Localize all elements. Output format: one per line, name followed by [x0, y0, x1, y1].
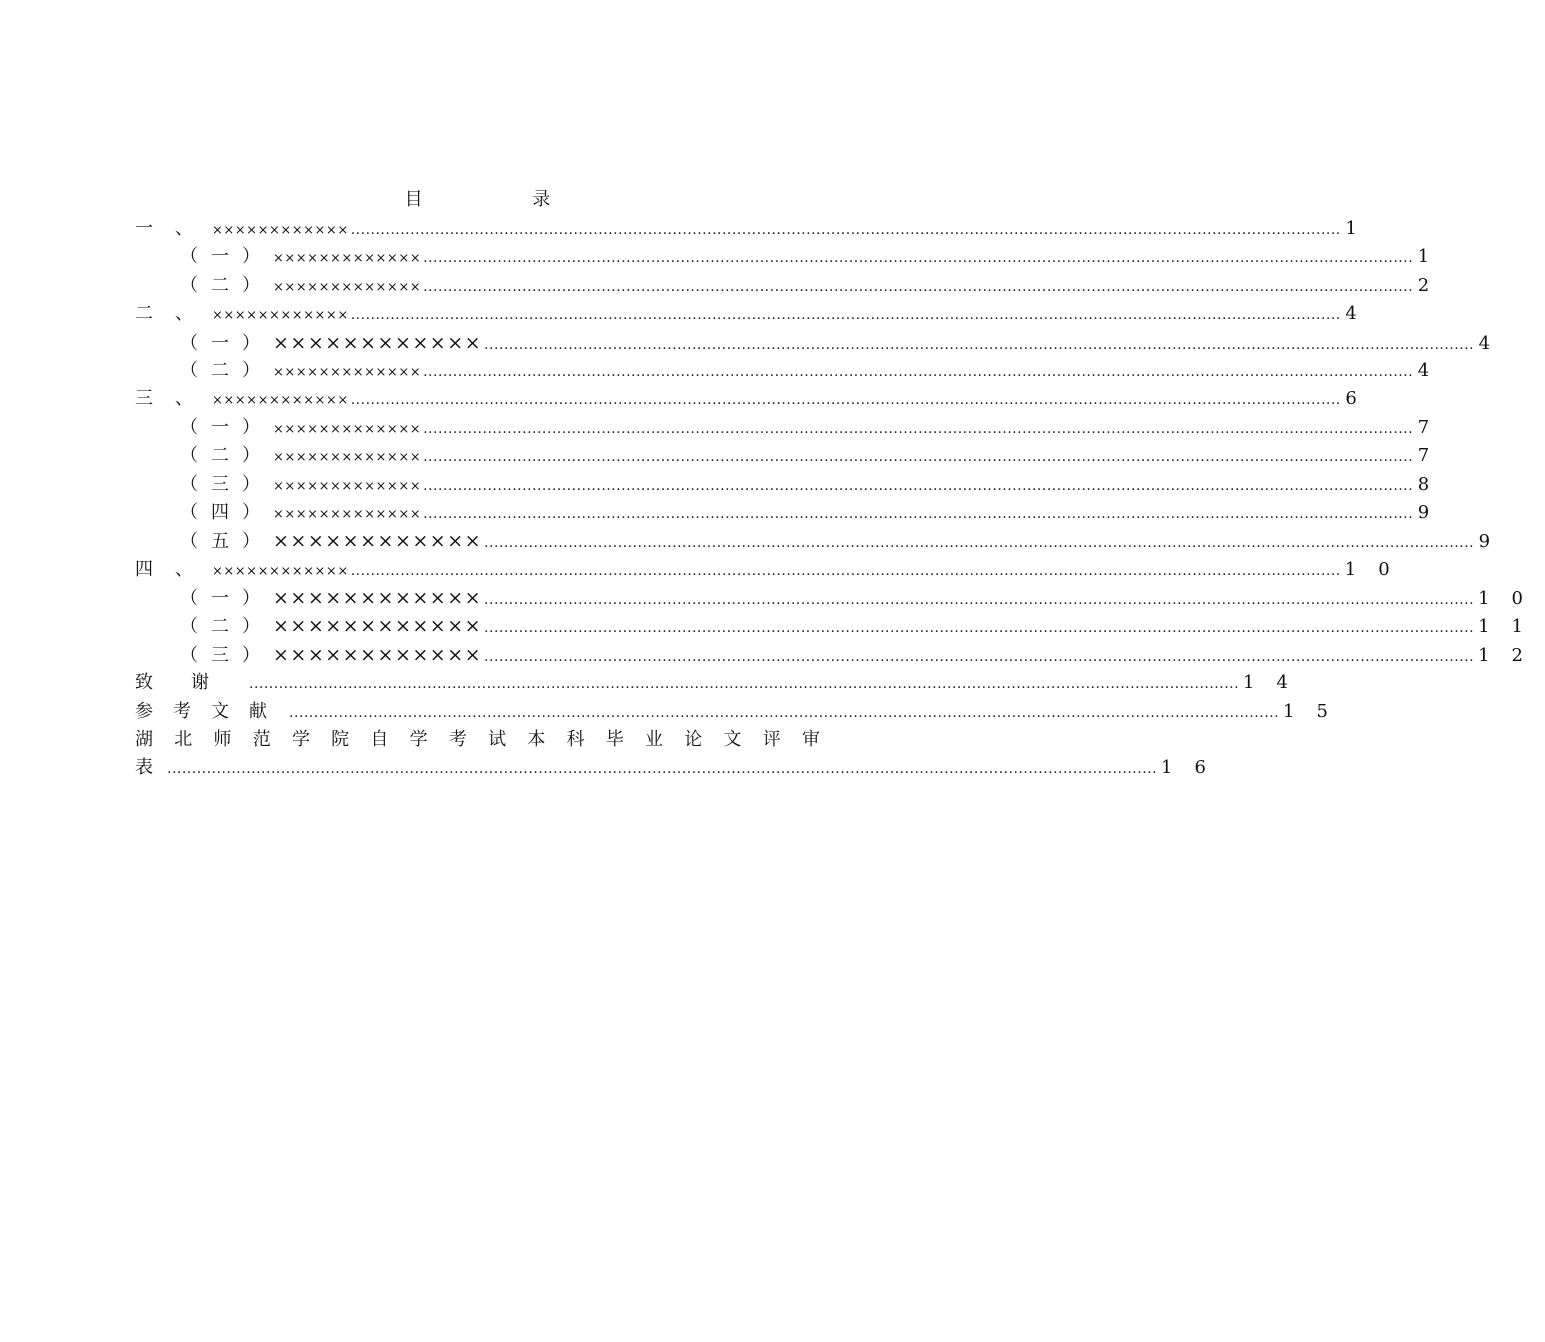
- toc-entry-page: 16: [1161, 757, 1228, 779]
- toc-entry-page: 14: [1243, 672, 1310, 694]
- toc-entry[interactable]: [135, 471, 1430, 499]
- toc-entry-page: 10: [1478, 588, 1545, 610]
- toc-entry-label: （五）: [180, 531, 273, 553]
- toc-review-char: 文: [723, 729, 742, 751]
- toc-entry-text: ××××××××××××: [212, 393, 349, 409]
- toc-entry-label: （二）: [180, 616, 273, 638]
- toc-leader: ........................................................................................................................................................................................................: [350, 562, 1341, 579]
- toc-entry[interactable]: [135, 612, 1545, 640]
- toc-entry-label: （一）: [180, 246, 273, 268]
- toc-entry-page: 15: [1283, 700, 1350, 722]
- toc-entry-page: 6: [1345, 388, 1357, 410]
- toc-leader: ........................................................................................................................................................................................................: [167, 761, 1158, 778]
- toc-leader: ........................................................................................................................................................................................................: [423, 250, 1414, 267]
- toc-leader: ........................................................................................................................................................................................................: [484, 535, 1475, 552]
- toc-entry-review-form-line2[interactable]: [135, 754, 1228, 782]
- toc-review-char: 范: [252, 729, 271, 751]
- toc-leader: ........................................................................................................................................................................................................: [484, 592, 1475, 609]
- toc-entry-page: 1: [1345, 218, 1357, 239]
- toc-leader: ........................................................................................................................................................................................................: [423, 420, 1414, 437]
- toc-entry[interactable]: [135, 243, 1430, 271]
- toc-review-char: 院: [331, 729, 350, 751]
- toc-entry-label: 三、: [135, 388, 215, 410]
- toc-entry-label: （四）: [180, 501, 273, 523]
- toc-review-char: 评: [762, 729, 781, 751]
- toc-entry[interactable]: [135, 527, 1491, 555]
- toc-leader: ........................................................................................................................................................................................................: [350, 307, 1341, 324]
- toc-entry-page: 7: [1417, 445, 1430, 467]
- toc-leader: ........................................................................................................................................................................................................: [423, 278, 1414, 295]
- toc-entry-label: （三）: [180, 644, 273, 666]
- toc-review-char: 业: [645, 729, 664, 751]
- toc-entry-text: ××××××××××××: [273, 331, 483, 354]
- toc-entry[interactable]: [135, 556, 1412, 584]
- toc-entry-text: ××××××××××××: [273, 530, 483, 553]
- toc-leader: ........................................................................................................................................................................................................: [423, 505, 1414, 522]
- toc-entry[interactable]: [135, 641, 1545, 669]
- toc-entry[interactable]: [135, 329, 1491, 357]
- toc-entry-page: 10: [1344, 558, 1412, 580]
- toc-entry-text: ××××××××××××: [212, 563, 349, 579]
- toc-entry-page: 8: [1417, 473, 1430, 495]
- toc-entry-label: （一）: [180, 416, 273, 438]
- toc-entry-text: ×××××××××××××: [273, 478, 422, 494]
- toc-entry-label: （三）: [180, 473, 273, 495]
- toc-leader: ........................................................................................................................................................................................................: [249, 676, 1240, 693]
- toc-leader: ........................................................................................................................................................................................................: [484, 336, 1475, 353]
- toc-entry-text: ××××××××××××: [273, 587, 483, 610]
- toc-entry[interactable]: [135, 215, 1357, 243]
- toc-entry-review-form-line1[interactable]: [135, 726, 820, 754]
- toc-review-char: 试: [488, 729, 507, 751]
- toc-entry-label: 一、: [135, 218, 215, 239]
- toc-entry-label: 四、: [135, 558, 215, 580]
- toc-entries: [135, 215, 1545, 669]
- toc-entry[interactable]: [135, 385, 1357, 413]
- toc-entry-page: 9: [1478, 531, 1491, 553]
- table-of-contents: [135, 186, 1545, 783]
- toc-entry-text: ×××××××××××××: [273, 279, 422, 295]
- toc-entry-page: 1: [1417, 246, 1430, 268]
- toc-review-char: 自: [370, 729, 389, 751]
- toc-review-char: 学: [409, 729, 428, 751]
- toc-entry-text: ×××××××××××××: [273, 450, 422, 466]
- toc-entry-page: 12: [1478, 644, 1545, 666]
- toc-review-char: 毕: [605, 729, 624, 751]
- toc-leader: ........................................................................................................................................................................................................: [484, 620, 1475, 637]
- toc-entry-page: 4: [1478, 332, 1491, 354]
- toc-leader: ........................................................................................................................................................................................................: [423, 449, 1414, 466]
- toc-entry-text: ×××××××××××××: [273, 506, 422, 522]
- toc-leader: ........................................................................................................................................................................................................: [484, 648, 1475, 665]
- toc-entry-label: （一）: [180, 332, 273, 354]
- toc-entry-thanks[interactable]: [135, 669, 1310, 697]
- toc-review-char: 湖: [135, 729, 153, 751]
- toc-entry-text: ××××××××××××: [212, 223, 349, 238]
- toc-entry[interactable]: [135, 584, 1545, 612]
- toc-entry[interactable]: [135, 272, 1430, 300]
- toc-entry-label: （二）: [180, 274, 273, 296]
- toc-entry-text: ×××××××××××××: [273, 421, 422, 437]
- toc-entry-text: ××××××××××××: [212, 308, 349, 324]
- toc-entry-label: 二、: [135, 303, 215, 325]
- toc-entry-page: 11: [1478, 616, 1545, 638]
- toc-review-char: 学: [291, 729, 310, 751]
- toc-entry[interactable]: [135, 300, 1357, 328]
- toc-leader: ........................................................................................................................................................................................................: [289, 704, 1280, 721]
- toc-leader: ........................................................................................................................................................................................................: [423, 477, 1414, 494]
- toc-entry-text: ×××××××××××××: [273, 364, 422, 380]
- toc-entry[interactable]: [135, 357, 1430, 385]
- toc-entry-label: 表: [135, 757, 153, 779]
- toc-review-char: 本: [527, 729, 546, 751]
- toc-entry-text: ××××××××××××: [273, 643, 483, 666]
- toc-entry-page: 9: [1417, 501, 1430, 523]
- toc-entry-label: 参考文献: [135, 700, 287, 722]
- toc-entry[interactable]: [135, 442, 1430, 470]
- toc-leader: ........................................................................................................................................................................................................: [350, 222, 1341, 238]
- toc-entry-page: 2: [1417, 274, 1430, 296]
- toc-leader: ........................................................................................................................................................................................................: [350, 392, 1341, 409]
- toc-review-char: 考: [448, 729, 467, 751]
- toc-review-char: 审: [801, 729, 820, 751]
- toc-entry-references[interactable]: [135, 698, 1350, 726]
- toc-entry-text: ×××××××××××××: [273, 251, 422, 267]
- toc-review-char: 科: [566, 729, 585, 751]
- toc-title: 目 录: [404, 189, 603, 210]
- toc-entry-label: （一）: [180, 588, 273, 610]
- toc-entry-text: ××××××××××××: [273, 615, 483, 638]
- toc-leader: ........................................................................................................................................................................................................: [423, 363, 1414, 380]
- toc-entry-page: 4: [1345, 303, 1357, 325]
- toc-entry[interactable]: [135, 499, 1430, 527]
- toc-entry-page: 7: [1417, 416, 1430, 438]
- toc-review-char: 北: [174, 729, 193, 751]
- toc-review-char: 论: [684, 729, 703, 751]
- toc-review-char: 师: [213, 729, 232, 751]
- toc-entry-label: （二）: [180, 359, 273, 381]
- toc-entry-label: 致谢: [135, 672, 247, 694]
- toc-entry-label: （二）: [180, 445, 273, 467]
- toc-entry-page: 4: [1417, 359, 1430, 381]
- toc-entry[interactable]: [135, 414, 1430, 442]
